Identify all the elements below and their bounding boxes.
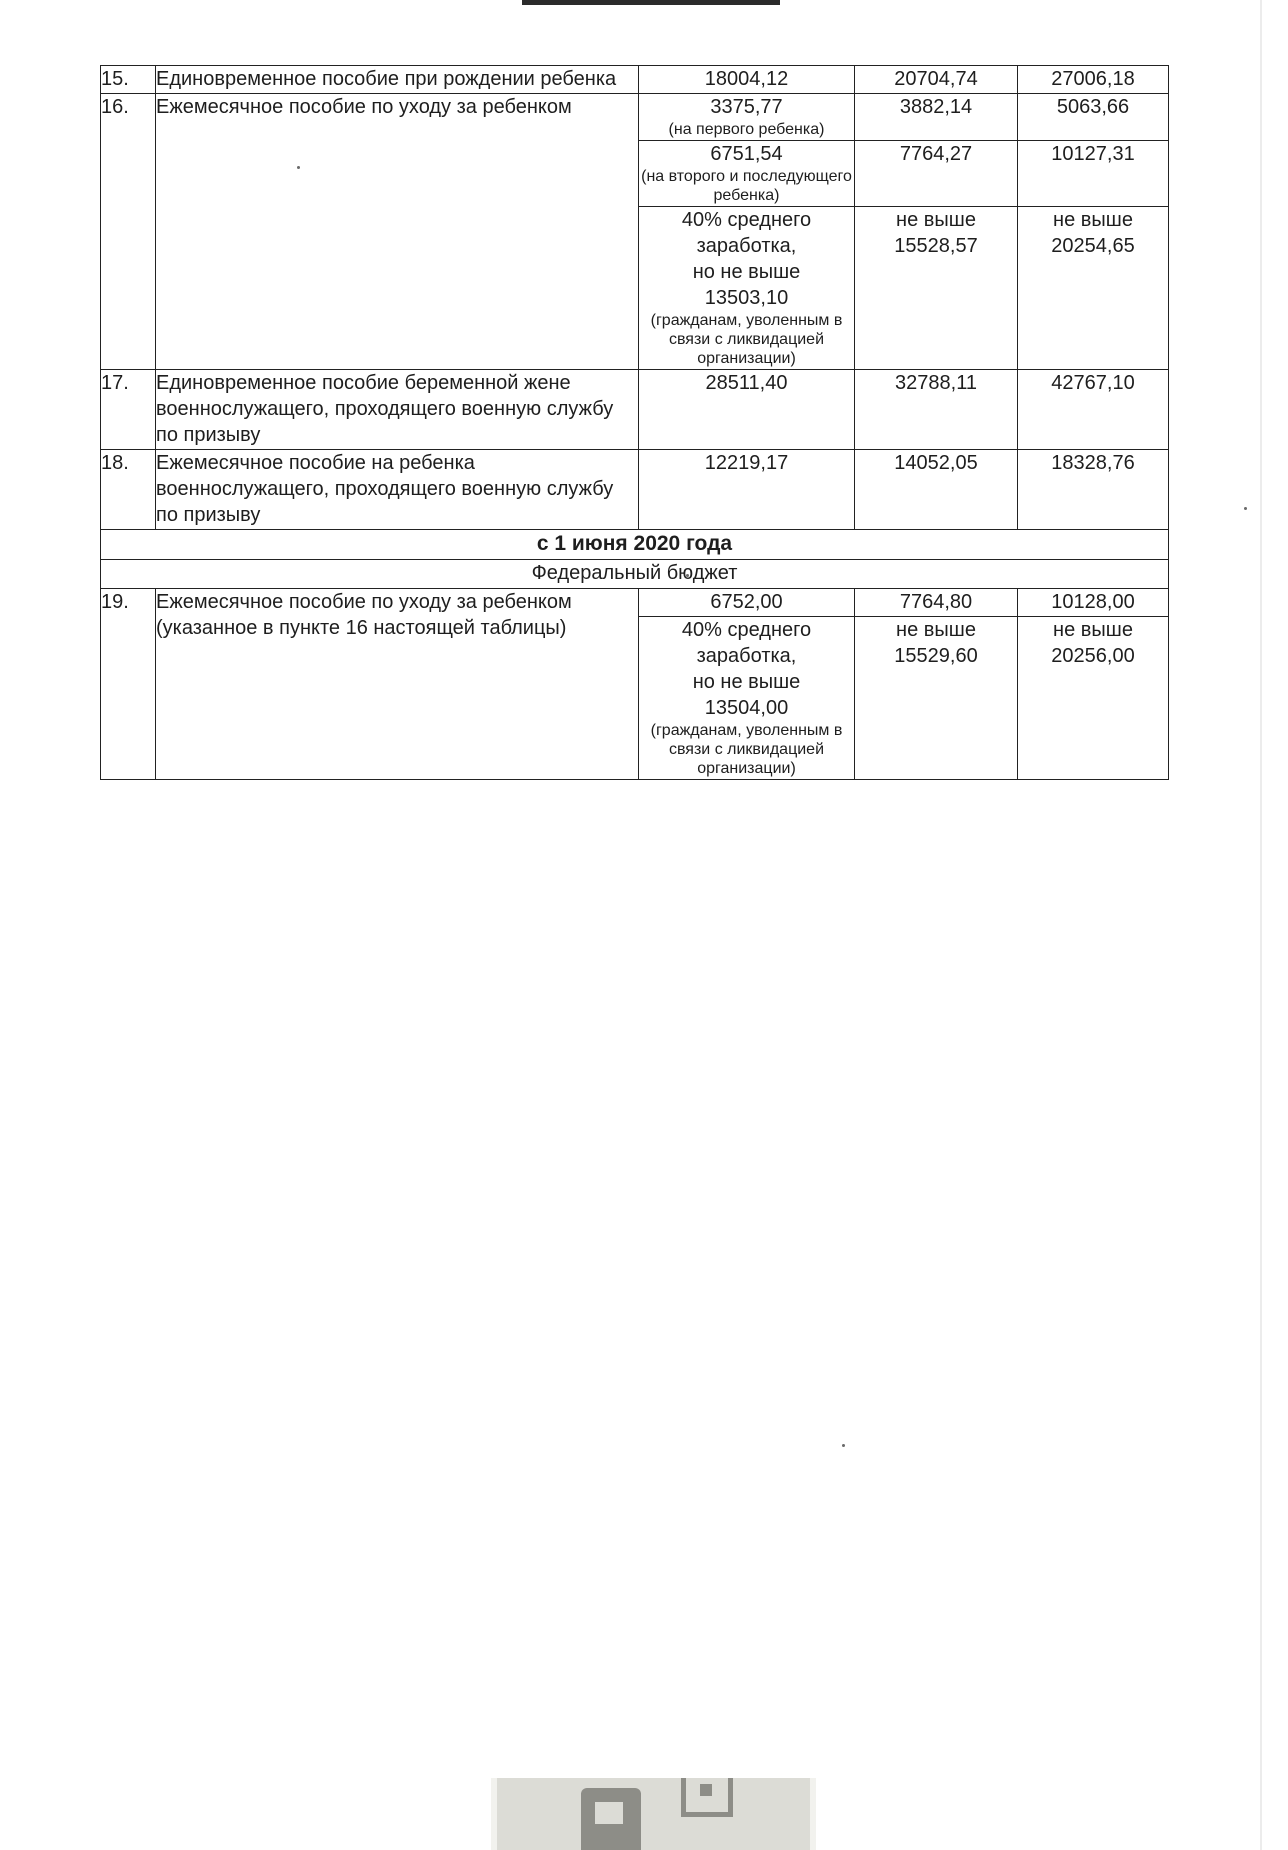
value-amount: 3375,77 <box>710 96 783 118</box>
value-col-2: 3882,14 <box>855 94 1018 141</box>
value-col-1 <box>639 141 855 207</box>
section-row <box>101 560 1169 589</box>
row-description: Ежемесячное пособие на ребенка военнослужащего, проходящего военную службу по призыву <box>156 450 639 530</box>
document-icon <box>681 1778 733 1817</box>
row-description: Единовременное пособие беременной жене военнослужащего, проходящего военную службу по призыву <box>156 370 639 450</box>
value-line: заработка, <box>696 645 797 667</box>
value-col-1: 6752,00 <box>639 589 855 617</box>
value-line: не выше <box>896 209 976 231</box>
value-line: не выше <box>1053 209 1133 231</box>
value-col-1: 28511,40 <box>639 370 855 450</box>
value-col-1: 12219,17 <box>639 450 855 530</box>
value-line: 15529,60 <box>894 645 978 667</box>
section-date-heading: с 1 июня 2020 года <box>101 530 1169 560</box>
value-col-2 <box>855 617 1018 780</box>
value-col-3: 5063,66 <box>1018 94 1169 141</box>
value-amount: 6751,54 <box>710 143 783 165</box>
benefits-table <box>100 65 1169 780</box>
section-budget-heading: Федеральный бюджет <box>101 560 1169 589</box>
scan-speck <box>842 1444 845 1447</box>
value-col-2: 32788,11 <box>855 370 1018 450</box>
value-line: но не выше <box>692 261 801 283</box>
value-col-2: 7764,27 <box>855 141 1018 207</box>
value-col-3: 10128,00 <box>1018 589 1169 617</box>
section-row <box>101 530 1169 560</box>
value-note: (гражданам, уволенным в связи с ликвидацией организации) <box>650 722 843 777</box>
value-line: но не выше <box>692 671 801 693</box>
row-number: 15. <box>101 66 156 94</box>
value-col-2: 7764,80 <box>855 589 1018 617</box>
row-description: Единовременное пособие при рождении ребенка <box>156 66 639 94</box>
row-number: 19. <box>101 589 156 780</box>
row-number: 17. <box>101 370 156 450</box>
row-description: Ежемесячное пособие по уходу за ребенком <box>156 94 639 370</box>
value-line: 40% среднего <box>681 619 812 641</box>
value-line: 20256,00 <box>1051 645 1135 667</box>
table-row <box>101 94 1169 141</box>
scan-speck <box>1244 507 1247 510</box>
table-row <box>101 370 1169 450</box>
value-col-1: 18004,12 <box>639 66 855 94</box>
row-number: 16. <box>101 94 156 370</box>
value-col-3 <box>1018 207 1169 370</box>
value-col-2: 20704,74 <box>855 66 1018 94</box>
value-col-3: 42767,10 <box>1018 370 1169 450</box>
value-col-3: 18328,76 <box>1018 450 1169 530</box>
row-number: 18. <box>101 450 156 530</box>
value-line: 15528,57 <box>894 235 978 257</box>
value-line: 13503,10 <box>704 287 789 309</box>
table-row <box>101 66 1169 94</box>
value-col-2: 14052,05 <box>855 450 1018 530</box>
value-col-3: 10127,31 <box>1018 141 1169 207</box>
scan-edge-line <box>1260 0 1262 1850</box>
value-col-3 <box>1018 617 1169 780</box>
value-line: заработка, <box>696 235 797 257</box>
row-description: Ежемесячное пособие по уходу за ребенком (указанное в пункте 16 настоящей таблицы) <box>156 589 639 780</box>
value-col-1 <box>639 617 855 780</box>
table-row <box>101 589 1169 617</box>
value-note: (гражданам, уволенным в связи с ликвидацией организации) <box>650 312 843 367</box>
value-line: 13504,00 <box>704 697 789 719</box>
value-col-2 <box>855 207 1018 370</box>
value-col-1 <box>639 207 855 370</box>
value-note: (на второго и последующего ребенка) <box>641 168 852 204</box>
value-line: не выше <box>896 619 976 641</box>
value-col-3: 27006,18 <box>1018 66 1169 94</box>
film-reel-icon <box>581 1788 641 1850</box>
table-row <box>101 450 1169 530</box>
value-line: не выше <box>1053 619 1133 641</box>
scanner-watermark <box>491 1778 816 1850</box>
value-col-1 <box>639 94 855 141</box>
value-line: 20254,65 <box>1051 235 1135 257</box>
value-note: (на первого ребенка) <box>668 121 825 138</box>
value-line: 40% среднего <box>681 209 812 231</box>
scan-top-bar <box>522 0 780 5</box>
